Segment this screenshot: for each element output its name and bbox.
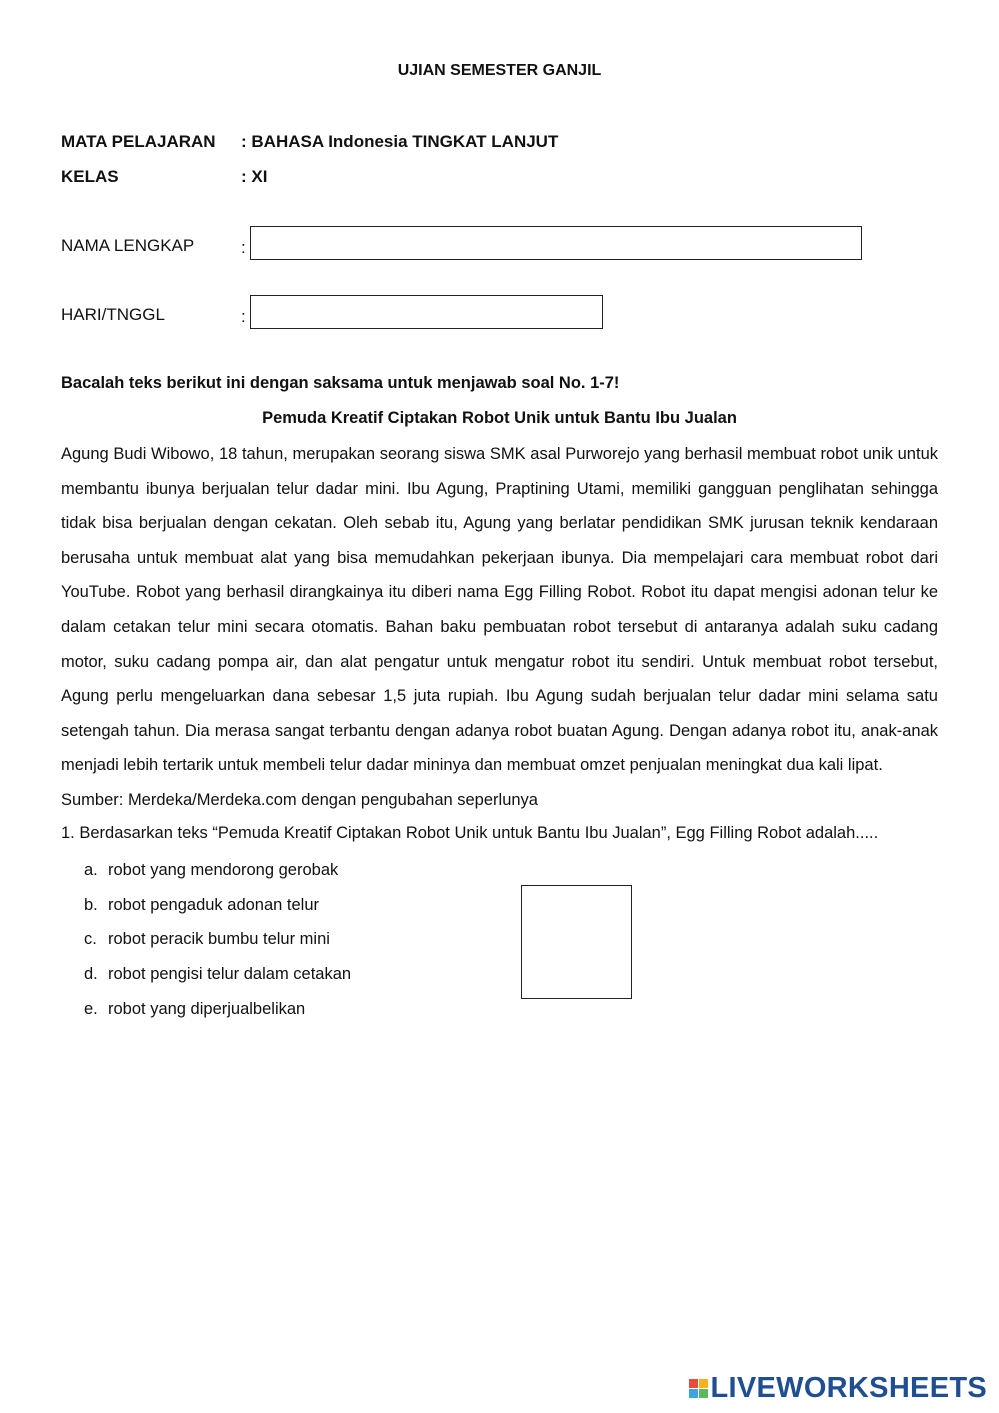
option-b bbox=[84, 888, 351, 923]
liveworksheets-logo[interactable] bbox=[689, 1372, 988, 1404]
option-letter: b. bbox=[84, 895, 98, 914]
option-letter: c. bbox=[84, 930, 97, 949]
option-text: robot pengisi telur dalam cetakan bbox=[108, 965, 352, 984]
option-letter: a. bbox=[84, 861, 98, 879]
exam-title: UJIAN SEMESTER GANJIL bbox=[397, 62, 602, 79]
answer-input-box[interactable] bbox=[521, 885, 632, 999]
passage-text bbox=[61, 437, 938, 818]
option-text: robot pengaduk adonan telur bbox=[108, 895, 320, 914]
subject-value: : BAHASA Indonesia TINGKAT LANJUT bbox=[241, 132, 559, 151]
logo-grid-icon bbox=[689, 1379, 708, 1398]
option-text: robot yang mendorong gerobak bbox=[108, 861, 339, 879]
reading-instruction: Bacalah teks berikut ini dengan saksama untuk menjawab soal No. 1-7! bbox=[61, 374, 620, 392]
option-letter: e. bbox=[84, 999, 98, 1018]
option-e bbox=[84, 992, 351, 1027]
name-colon: : bbox=[241, 238, 246, 257]
option-c bbox=[84, 922, 351, 957]
option-d bbox=[84, 957, 351, 992]
class-label: KELAS bbox=[61, 167, 119, 186]
date-colon: : bbox=[241, 307, 246, 326]
name-label: NAMA LENGKAP bbox=[61, 236, 195, 255]
name-input[interactable] bbox=[250, 226, 862, 260]
date-input[interactable] bbox=[250, 295, 603, 329]
question-1-text: 1. Berdasarkan teks “Pemuda Kreatif Ciptakan Robot Unik untuk Bantu Ibu Jualan”, Egg Filling Robot adalah..... bbox=[61, 824, 879, 842]
class-value: : XI bbox=[241, 167, 268, 186]
date-label: HARI/TNGGL bbox=[61, 305, 165, 324]
subject-label: MATA PELAJARAN bbox=[61, 132, 216, 151]
option-text: robot peracik bumbu telur mini bbox=[108, 930, 330, 949]
option-letter: d. bbox=[84, 965, 98, 984]
passage-title: Pemuda Kreatif Ciptakan Robot Unik untuk Bantu Ibu Jualan bbox=[262, 409, 737, 427]
question-1-options bbox=[84, 853, 351, 1026]
option-text: robot yang diperjualbelikan bbox=[108, 999, 306, 1018]
passage-source: Sumber: Merdeka/Merdeka.com dengan pengubahan seperlunya bbox=[61, 790, 538, 809]
option-a bbox=[84, 853, 351, 888]
brand-name: LIVEWORKSHEETS bbox=[710, 1371, 987, 1404]
passage-body: Agung Budi Wibowo, 18 tahun, merupakan seorang siswa SMK asal Purworejo yang berhasil membuat robot unik untuk membantu ibunya berjualan telur dadar mini. Ibu Agung, Praptining Utami, memiliki gangguan penglihatan sehingga tidak bisa berjualan dengan cekatan. Oleh sebab itu, Agung yang berlatar pendidikan SMK jurusan teknik kendaraan berusaha untuk membuat alat yang bisa memudahkan pekerjaan ibunya. Dia mempelajari cara membuat robot dari YouTube. Robot yang berhasil dirangkainya itu diberi nama Egg Filling Robot. Robot itu dapat mengisi adonan telur ke dalam cetakan telur mini secara otomatis. Bahan baku pembuatan robot tersebut di antaranya adalah suku cadang motor, suku cadang pompa air, dan alat pengatur untuk mengatur robot itu sendiri. Untuk membuat robot tersebut, Agung perlu mengeluarkan dana sebesar 1,5 juta rupiah. Ibu Agung sudah berjualan telur dadar mini selama satu setengah tahun. Dia merasa sangat terbantu dengan adanya robot buatan Agung. Dengan adanya robot itu, anak-anak menjadi lebih tertarik untuk membeli telur dadar mininya dan membuat omzet penjualan meningkat dua kali lipat. bbox=[61, 445, 938, 775]
